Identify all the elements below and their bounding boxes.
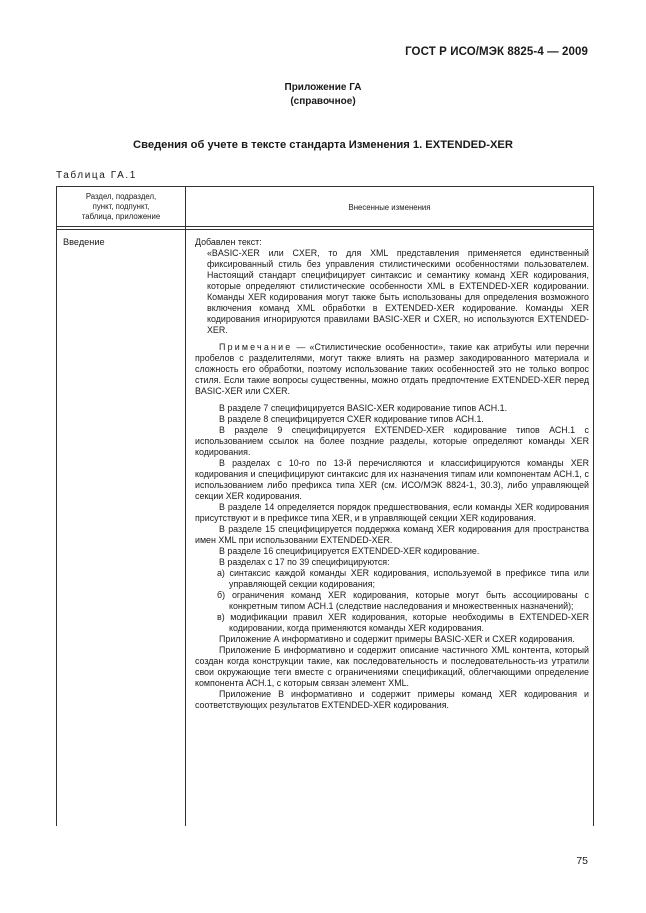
amendments-table xyxy=(56,186,594,826)
note-text: — «Стилистические особенности», такие как атрибуты или перечни пробелов с разделителями, могут также влиять на размер закодированного материала и сложность его обработки, поэтому использование таких особенностей это не только вопрос стиля. Если такие вопросы существенны, можно отдать предпочтение EXTENDED-XER перед BASIC-XER или CXER. xyxy=(195,342,589,396)
paragraph: В разделе 8 специфицируется CXER кодирование типов АСН.1. xyxy=(219,414,484,424)
paragraph: В разделе 9 специфицируется EXTENDED-XER кодирование типов АСН.1 с использованием ссылок на более поздние разделы, которые определяют команды XER кодирования. xyxy=(195,425,589,457)
paragraph: В разделе 14 определяется порядок предшествования, если команды XER кодирования присутствуют и в префиксе типа XER, и в управляющей секции XER кодирования. xyxy=(195,502,589,523)
document-code: ГОСТ Р ИСО/МЭК 8825-4 — 2009 xyxy=(405,46,588,58)
main-title: Сведения об учете в тексте стандарта Изменения 1. EXTENDED-XER xyxy=(133,139,513,151)
paragraph: В разделе 15 специфицируется поддержка команд XER кодирования для пространства имен XML при использовании EXTENDED-XER. xyxy=(195,524,589,545)
note-label: Примечание xyxy=(219,342,293,352)
paragraph: Приложение Б информативно и содержит описание частичного XML контента, который создан когда конструкции такие, как последовательность и последовательность-из утратили свои окружающие теги вместе с ограничениями спецификаций, облегчающими определение компонента АСН.1, с которым связан элемент XML. xyxy=(195,645,589,688)
list-item: б) ограничения команд XER кодирования, которые могут быть ассоциированы с конкретным типом АСН.1 (следствие наследования и множественных назначений); xyxy=(217,590,589,611)
table-header-border xyxy=(57,226,593,227)
paragraph: Приложение В информативно и содержит примеры команд XER кодирования и соответствующих результатов EXTENDED-XER кодирования. xyxy=(195,689,589,710)
cell-changes xyxy=(195,237,589,711)
note xyxy=(195,342,589,397)
paragraph: В разделе 7 специфицируется BASIC-XER кодирование типов АСН.1. xyxy=(219,403,508,413)
table-column-divider xyxy=(185,186,186,826)
table-top-border xyxy=(57,186,593,187)
paragraph: Приложение А информативно и содержит примеры BASIC-XER и CXER кодирования. xyxy=(219,634,575,644)
list-item: а) синтаксис каждой команды XER кодирования, используемой в префиксе типа или управляющей секции кодирования; xyxy=(217,568,589,589)
paragraph: В разделах с 10-го по 13-й перечисляются и классифицируются команды XER кодирования и специфицируют синтаксис для их назначения типам или компонентам АСН.1, с использованием либо префикса типа XER (см. ИСО/МЭК 8824-1, 30.3), либо управляющей секции XER кодирования. xyxy=(195,458,589,501)
column-header-section xyxy=(57,192,185,222)
paragraph: В разделах с 17 по 39 специфицируются: xyxy=(219,557,390,567)
column-header-line: Раздел, подраздел, xyxy=(85,192,157,201)
quoted-text: «BASIC-XER или CXER, то для XML представления применяется единственный фиксированный стиль без управления стилистическими особенностями пользователем. Настоящий стандарт специфицирует синтаксис и семантику команд XER кодирования, которые определяют стилистические особенности XML в EXTENDED-XER кодировании. Команды XER кодирования могут также быть использованы для определения возможного включения команд XML обработки в EXTENDED-XER кодирование. Команды XER кодирования игнорируются правилами BASIC-XER и CXER, но используются EXTENDED-XER. xyxy=(207,248,589,335)
cell-section: Введение xyxy=(63,237,105,247)
annex-title: Приложение ГА xyxy=(284,82,362,93)
table-header-double-border xyxy=(57,229,593,230)
column-header-line: таблица, приложение xyxy=(81,212,161,221)
list-item: в) модификации правил XER кодирования, которые необходимы в EXTENDED-XER кодировании, когда применяются команды XER кодирования. xyxy=(217,612,589,633)
table-caption: Таблица ГА.1 xyxy=(56,170,137,181)
page-number: 75 xyxy=(576,855,588,867)
paragraph: В разделе 16 специфицируется EXTENDED-XER кодирование. xyxy=(219,546,480,556)
column-header-line: пункт, подпункт, xyxy=(92,202,150,211)
annex-subtitle: (справочное) xyxy=(290,96,356,107)
column-header-changes: Внесенные изменения xyxy=(348,203,431,212)
lead-text: Добавлен текст: xyxy=(195,237,262,247)
